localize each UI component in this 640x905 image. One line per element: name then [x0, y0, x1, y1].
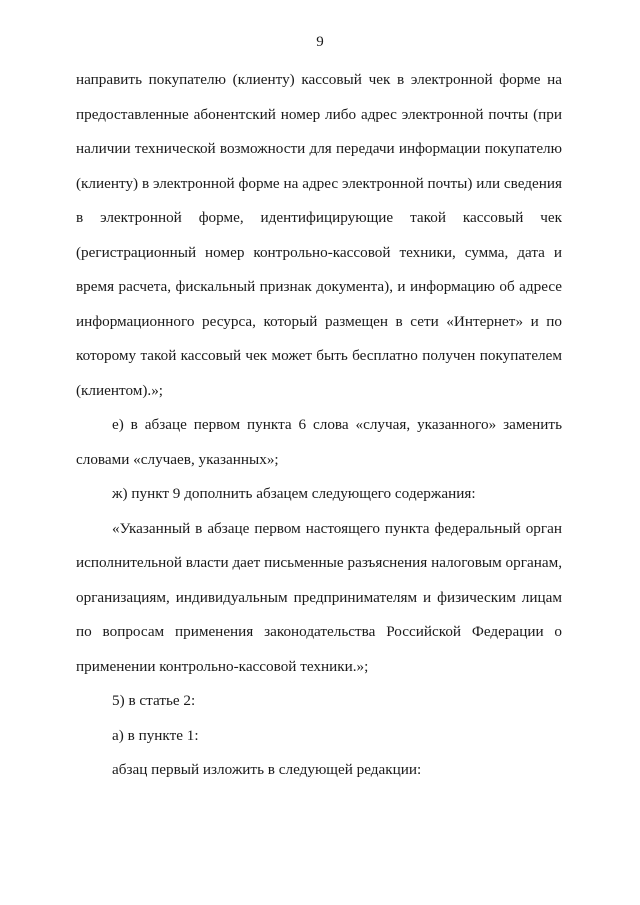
text-line: наличии технической возможности для передачи информации покупателю: [76, 140, 562, 157]
text-line: исполнительной власти дает письменные разъяснения налоговым органам,: [76, 554, 562, 571]
text-line: (клиентом).»;: [76, 381, 164, 399]
text-line: предоставленные абонентский номер либо адрес электронной почты (при: [76, 105, 562, 123]
text-line: а) в пункте 1:: [112, 726, 199, 744]
text-line: организациям, индивидуальным предпринимателям и физическим лицам: [76, 588, 562, 606]
text-line: (регистрационный номер контрольно-кассовой техники, сумма, дата и: [76, 243, 562, 261]
text-line: ж) пункт 9 дополнить абзацем следующего содержания:: [112, 485, 476, 502]
page-number: 9: [316, 34, 324, 50]
document-body: [76, 63, 562, 788]
text-line: словами «случаев, указанных»;: [76, 450, 279, 468]
text-line: направить покупателю (клиенту) кассовый чек в электронной форме на: [76, 71, 562, 88]
text-line: абзац первый изложить в следующей редакции:: [112, 761, 422, 778]
text-line: информационного ресурса, который размещен в сети «Интернет» и по: [76, 312, 562, 330]
text-line: (клиенту) в электронной форме на адрес электронной почты) или сведения: [76, 174, 562, 192]
text-line: по вопросам применения законодательства Российской Федерации о: [76, 623, 562, 640]
text-line: в электронной форме, идентифицирующие такой кассовый чек: [76, 209, 562, 226]
text-line: е) в абзаце первом пункта 6 слова «случая, указанного» заменить: [112, 416, 562, 433]
text-line: 5) в статье 2:: [112, 692, 196, 709]
text-line: применении контрольно-кассовой техники.»;: [76, 657, 369, 675]
text-line: «Указанный в абзаце первом настоящего пункта федеральный орган: [112, 519, 562, 537]
text-line: время расчета, фискальный признак документа), и информацию об адресе: [76, 278, 562, 295]
text-line: которому такой кассовый чек может быть бесплатно получен покупателем: [76, 347, 562, 364]
